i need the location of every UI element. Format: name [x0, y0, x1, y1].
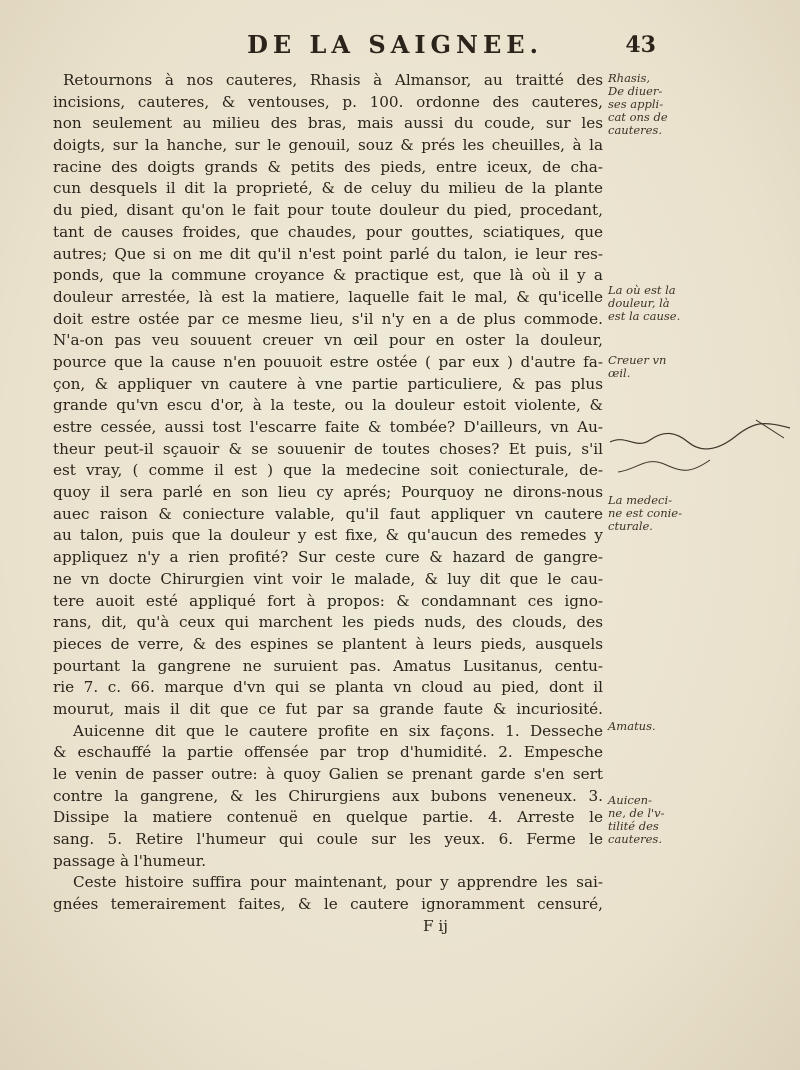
text-line: mourut, mais il dit que ce fut par sa grande faute & incuriosité. [53, 699, 603, 718]
text-line: estre cessée, aussi tost l'escarre faite & tombée? D'ailleurs, vn Au- [53, 418, 603, 436]
running-head: DE LA SAIGNEE. [247, 30, 543, 59]
margin-note [608, 494, 708, 533]
page-header [150, 30, 656, 60]
text-line: ponds, que la commune croyance & practique est, que là où il y a [53, 266, 603, 285]
text-line: douleur arrestée, là est la matiere, laquelle fait le mal, & qu'icelle [53, 287, 603, 306]
text-line: rie 7. c. 66. marque d'vn qui se planta vn cloud au pied, dont il [53, 678, 603, 697]
body-text [53, 70, 603, 938]
text-line: ne vn docte Chirurgien vint voir le malade, & luy dit que le cau- [53, 569, 603, 588]
text-line: Ceste histoire suffira pour maintenant, pour y apprendre les sai- [73, 873, 603, 892]
text-line: auec raison & coniecture valable, qu'il faut appliquer vn cautere [53, 504, 603, 523]
text-line: & eschauffé la partie offensée par trop d'humidité. 2. Empesche [53, 743, 603, 762]
margin-note-line: douleur, là [608, 296, 670, 310]
margin-note-line: La medeci- [608, 493, 673, 507]
text-line: sang. 5. Retire l'humeur qui coule sur les yeux. 6. Ferme le [53, 830, 603, 849]
text-line: cun desquels il dit la proprieté, & de celuy du milieu de la plante [53, 179, 603, 198]
text-line: pource que la cause n'en pouuoit estre ostée ( par eux ) d'autre fa- [53, 352, 603, 371]
margin-note-line: œil. [608, 366, 631, 380]
text-line: appliquez n'y a rien profité? Sur ceste cure & hazard de gangre- [53, 548, 603, 567]
text-line: Dissipe la matiere contenuë en quelque partie. 4. Arreste le [53, 808, 603, 827]
text-line: quoy il sera parlé en son lieu cy aprés; Pourquoy ne dirons-nous [53, 483, 603, 502]
signature-mark: F ij [423, 916, 448, 935]
text-line: pieces de verre, & des espines se plantent à leurs pieds, ausquels [53, 634, 603, 653]
margin-note [608, 354, 708, 380]
margin-note [608, 720, 708, 733]
margin-note-line: cauteres. [608, 123, 662, 137]
text-line: non seulement au milieu des bras, mais aussi du coude, sur les [53, 114, 603, 133]
margin-note-line: ses appli- [608, 97, 664, 111]
text-line: est vray, ( comme il est ) que la medecine soit coniecturale, de- [53, 461, 603, 480]
text-line: contre la gangrene, & les Chirurgiens aux bubons veneneux. 3. [53, 786, 603, 805]
margin-note [608, 794, 708, 846]
text-line: racine des doigts grands & petits des pieds, entre iceux, de cha- [53, 157, 603, 176]
margin-note-line: ne est conie- [608, 506, 682, 520]
text-line: çon, & appliquer vn cautere à vne partie particuliere, & pas plus [53, 374, 603, 393]
handwritten-scribble [606, 412, 794, 490]
text-line: N'a-on pas veu souuent creuer vn œil pour en oster la douleur, [53, 331, 603, 350]
text-line: le venin de passer outre: à quoy Galien se prenant garde s'en sert [53, 765, 603, 783]
margin-note-line: cat ons de [608, 110, 668, 124]
text-line: pourtant la gangrene ne suruient pas. Amatus Lusitanus, centu- [53, 656, 603, 675]
margin-note [608, 72, 708, 137]
margin-note-line: Rhasis, [608, 71, 651, 85]
margin-note-line: De diuer- [608, 84, 663, 98]
margin-note-line: est la cause. [608, 309, 681, 323]
text-line: rans, dit, qu'à ceux qui marchent les pieds nuds, des clouds, des [53, 613, 603, 632]
margin-note-line: Amatus. [608, 719, 656, 733]
text-line: Retournons à nos cauteres, Rhasis à Almansor, au traitté des [63, 71, 603, 89]
text-line: autres; Que si on me dit qu'il n'est point parlé du talon, ie leur res- [53, 244, 603, 263]
margin-note-line: La où est la [608, 283, 676, 297]
text-line: theur peut-il sçauoir & se souuenir de toutes choses? Et puis, s'il [53, 439, 603, 458]
text-line: au talon, puis que la douleur y est fixe, & qu'aucun des remedes y [53, 526, 603, 545]
text-line: gnées temerairement faites, & le cautere ignoramment censuré, [53, 895, 603, 914]
text-line: passage à l'humeur. [53, 851, 207, 870]
text-line: incisions, cauteres, & ventouses, p. 100. ordonne des cauteres, [53, 92, 603, 111]
text-line: tere auoit esté appliqué fort à propos: & condamnant ces igno- [53, 591, 603, 610]
margin-note-line: cauteres. [608, 832, 662, 846]
text-line: Auicenne dit que le cautere profite en six façons. 1. Desseche [73, 721, 603, 740]
margin-note [608, 284, 708, 323]
margin-note-line: Creuer vn [608, 353, 667, 367]
text-line: tant de causes froides, que chaudes, pour gouttes, sciatiques, que [53, 222, 603, 241]
text-line: doigts, sur la hanche, sur le genouil, souz & prés les cheuilles, à la [53, 136, 603, 155]
margin-note-line: Auicen- [608, 793, 652, 807]
text-line: du pied, disant qu'on le fait pour toute douleur du pied, procedant, [53, 201, 603, 220]
text-line: grande qu'vn escu d'or, à la teste, ou la douleur estoit violente, & [53, 396, 603, 415]
margin-note-line: ne, de l'v- [608, 806, 665, 820]
margin-note-line: cturale. [608, 519, 653, 533]
margin-note-line: tilité des [608, 819, 659, 833]
text-line: doit estre ostée par ce mesme lieu, s'il n'y en a de plus commode. [53, 309, 603, 328]
page-number: 43 [625, 32, 656, 58]
